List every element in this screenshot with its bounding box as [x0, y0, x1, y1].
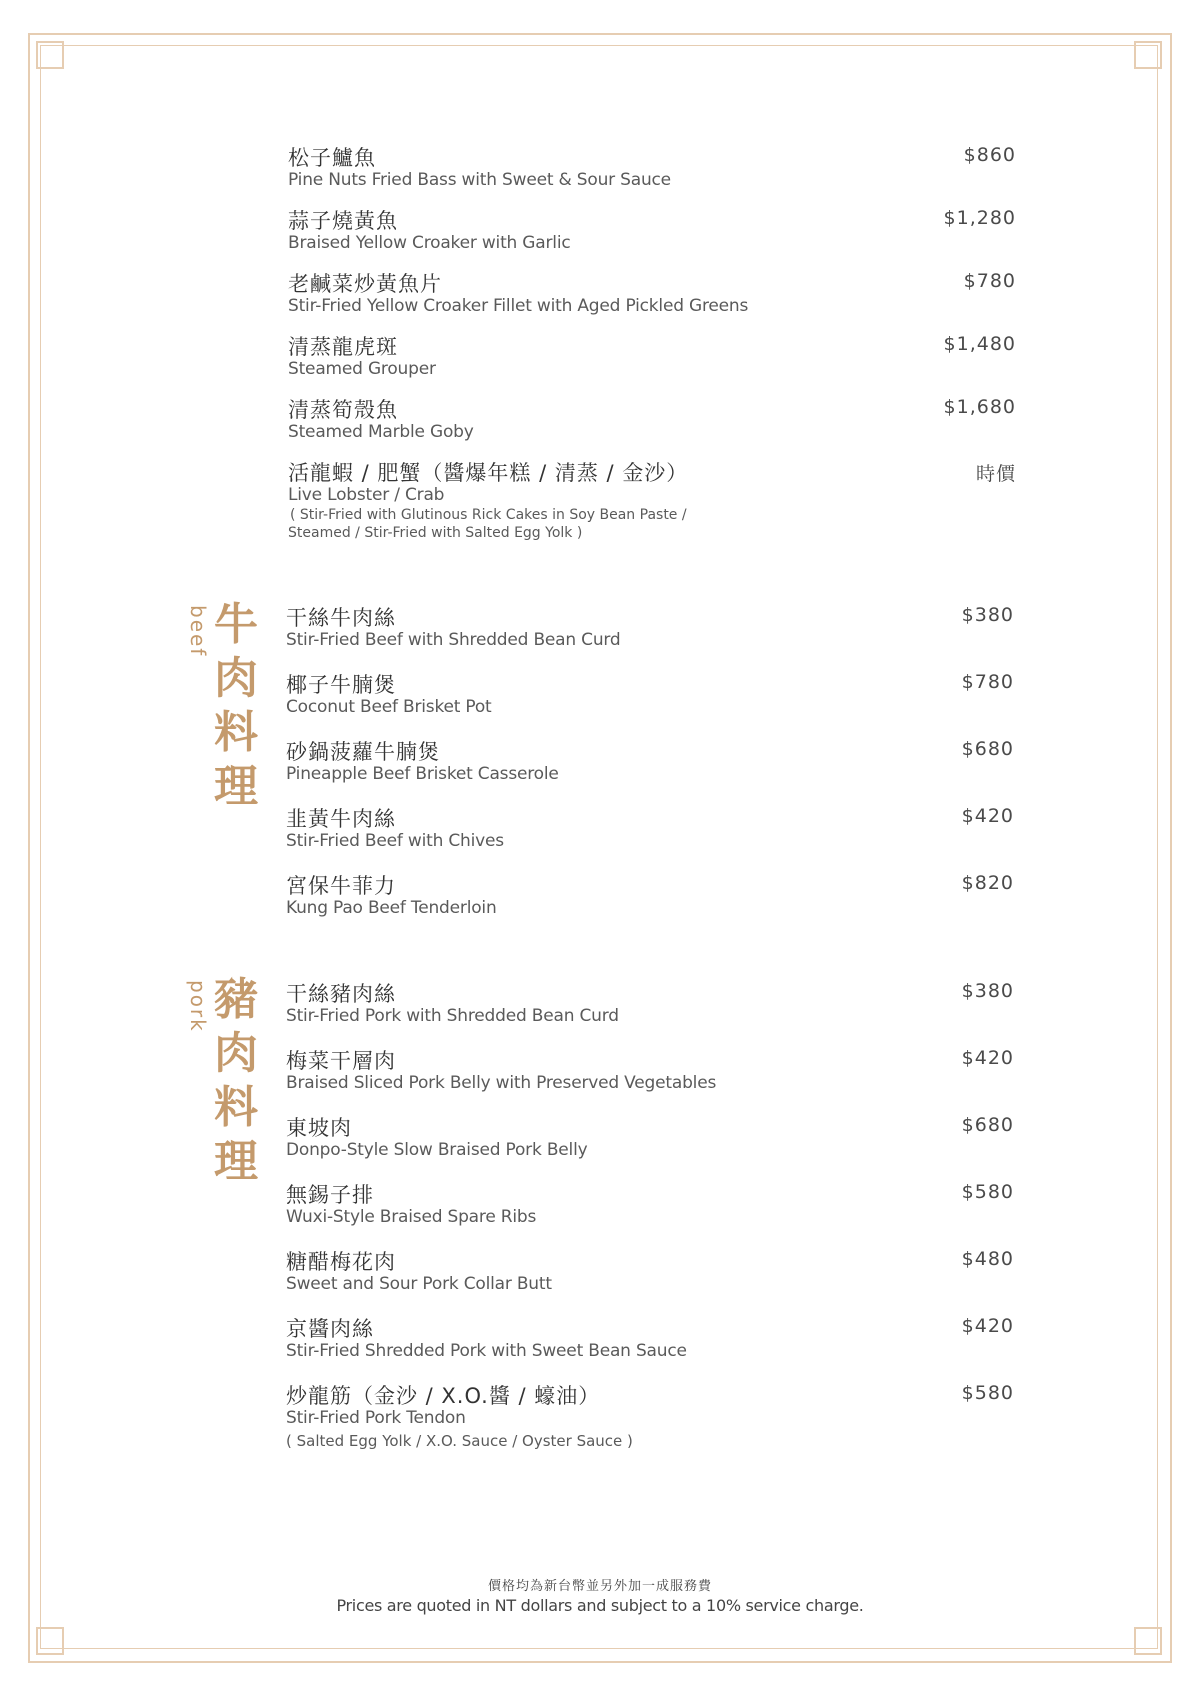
dish-name-zh: 梅菜干層肉	[286, 1049, 396, 1073]
corner-ornament-bottom-right	[1128, 1621, 1168, 1661]
dish-name-en: Pine Nuts Fried Bass with Sweet & Sour Sauce	[288, 170, 671, 190]
title-char: 肉	[214, 1028, 258, 1079]
dish-name-en: Donpo-Style Slow Braised Pork Belly	[286, 1140, 588, 1160]
dish-name-en: Steamed Marble Goby	[288, 422, 474, 442]
dish-price: $780	[961, 671, 1014, 693]
footer-note-zh: 價格均為新台幣並另外加一成服務費	[487, 1579, 712, 1594]
title-char: 理	[214, 1136, 258, 1187]
dish-name-en: Wuxi-Style Braised Spare Ribs	[286, 1207, 537, 1227]
dish-name-zh: 活龍蝦 / 肥蟹（醬爆年糕 / 清蒸 / 金沙）	[288, 461, 689, 485]
dish-name-zh: 炒龍筋（金沙 / X.O.醬 / 蠔油）	[286, 1384, 601, 1408]
dish-name-en: Stir-Fried Beef with Chives	[286, 831, 504, 851]
dish-price: $780	[963, 270, 1016, 292]
dish-name-en: Pineapple Beef Brisket Casserole	[286, 764, 559, 784]
dish-name-zh: 蒜子燒黃魚	[288, 209, 398, 233]
dish-price: $860	[963, 144, 1016, 166]
corner-ornament-top-right	[1128, 33, 1168, 73]
dish-name-zh: 韭黃牛肉絲	[286, 807, 396, 831]
dish-name-en: Sweet and Sour Pork Collar Butt	[286, 1274, 552, 1294]
dish-name-zh: 東坡肉	[286, 1116, 352, 1140]
dish-name-zh: 京醬肉絲	[286, 1317, 374, 1341]
dish-name-en: Stir-Fried Shredded Pork with Sweet Bean Sauce	[286, 1341, 687, 1361]
dish-price: $1,680	[943, 396, 1016, 418]
dish-name-en: Live Lobster / Crab	[288, 485, 445, 505]
dish-note: ( Stir-Fried with Glutinous Rick Cakes in Soy Bean Paste /	[290, 507, 687, 523]
dish-note: Steamed / Stir-Fried with Salted Egg Yolk )	[288, 525, 583, 541]
dish-price: $820	[961, 872, 1014, 894]
dish-name-en: Coconut Beef Brisket Pot	[286, 697, 492, 717]
dish-price: $1,480	[943, 333, 1016, 355]
footer-note-en: Prices are quoted in NT dollars and subject to a 10% service charge.	[336, 1596, 864, 1615]
dish-price: $680	[961, 1114, 1014, 1136]
dish-price: $580	[961, 1382, 1014, 1404]
dish-name-zh: 宮保牛菲力	[286, 874, 396, 898]
dish-price: $420	[961, 1047, 1014, 1069]
dish-name-zh: 清蒸龍虎斑	[288, 335, 398, 359]
dish-price: $380	[961, 604, 1014, 626]
dish-name-en: Kung Pao Beef Tenderloin	[286, 898, 497, 918]
title-char: 牛	[214, 599, 258, 650]
dish-price: 時價	[975, 463, 1016, 485]
dish-price: $580	[961, 1181, 1014, 1203]
dish-price: $420	[961, 805, 1014, 827]
section-title-en: beef	[186, 605, 210, 658]
title-char: 豬	[214, 974, 258, 1025]
dish-name-en: Stir-Fried Pork Tendon	[286, 1408, 466, 1428]
dish-name-zh: 無錫子排	[286, 1183, 374, 1207]
dish-name-zh: 糖醋梅花肉	[286, 1250, 396, 1274]
dish-name-zh: 清蒸筍殼魚	[288, 398, 398, 422]
dish-name-en: Stir-Fried Beef with Shredded Bean Curd	[286, 630, 621, 650]
section-title-pork	[212, 973, 260, 1189]
dish-name-zh: 老鹹菜炒黃魚片	[288, 272, 442, 296]
title-char: 料	[214, 1082, 258, 1133]
dish-name-en: Braised Yellow Croaker with Garlic	[288, 233, 571, 253]
dish-name-zh: 干絲豬肉絲	[286, 982, 396, 1006]
title-char: 料	[214, 707, 258, 758]
dish-name-en: Stir-Fried Pork with Shredded Bean Curd	[286, 1006, 619, 1026]
dish-price: $480	[961, 1248, 1014, 1270]
section-title-en: pork	[186, 980, 210, 1033]
dish-name-zh: 砂鍋菠蘿牛腩煲	[286, 740, 440, 764]
corner-ornament-top-left	[28, 33, 68, 73]
dish-name-zh: 椰子牛腩煲	[286, 673, 396, 697]
title-char: 理	[214, 761, 258, 812]
dish-price: $420	[961, 1315, 1014, 1337]
dish-price: $680	[961, 738, 1014, 760]
dish-name-en: Braised Sliced Pork Belly with Preserved Vegetables	[286, 1073, 717, 1093]
dish-note: ( Salted Egg Yolk / X.O. Sauce / Oyster Sauce )	[286, 1432, 633, 1450]
dish-price: $1,280	[943, 207, 1016, 229]
dish-price: $380	[961, 980, 1014, 1002]
dish-name-zh: 干絲牛肉絲	[286, 606, 396, 630]
dish-name-zh: 松子鱸魚	[288, 146, 376, 170]
dish-name-en: Stir-Fried Yellow Croaker Fillet with Aged Pickled Greens	[288, 296, 749, 316]
dish-name-en: Steamed Grouper	[288, 359, 436, 379]
section-title-beef	[212, 598, 260, 814]
title-char: 肉	[214, 653, 258, 704]
corner-ornament-bottom-left	[28, 1621, 68, 1661]
